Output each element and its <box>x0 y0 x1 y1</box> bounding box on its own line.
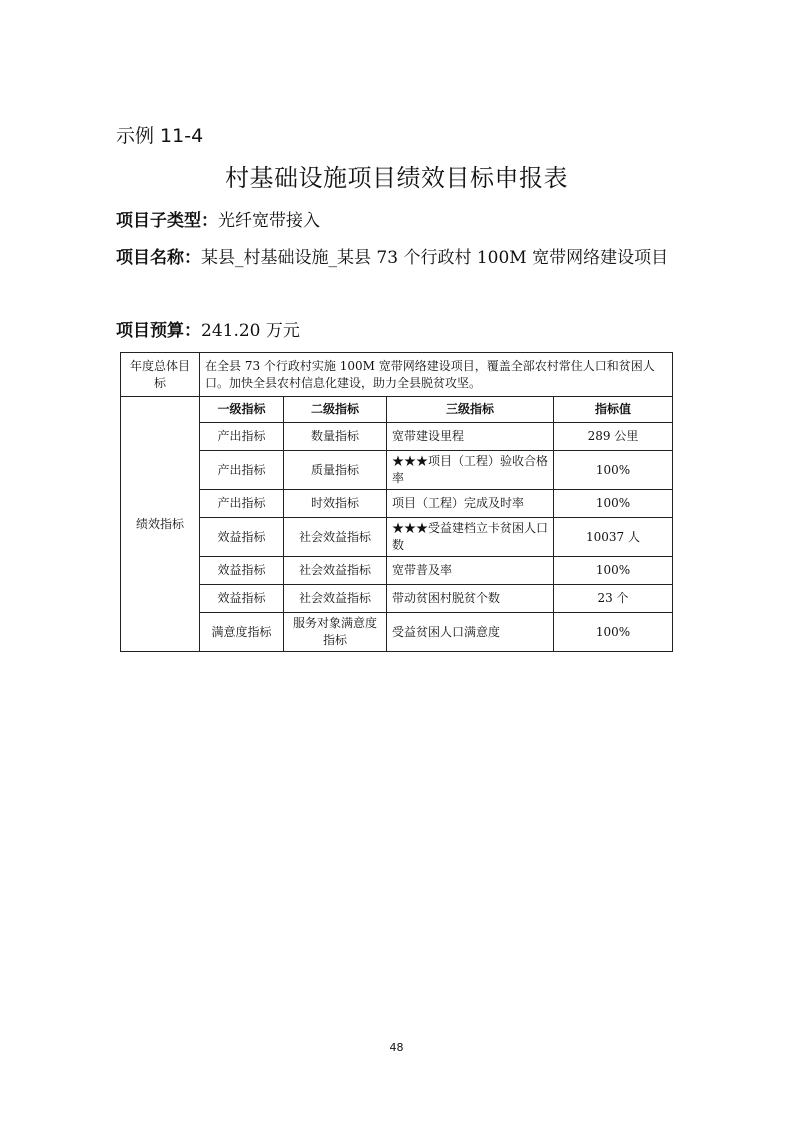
cell-level1: 效益指标 <box>200 557 284 585</box>
field-project-name-label: 项目名称： <box>116 248 201 268</box>
annual-goal-text: 在全县 73 个行政村实施 100M 宽带网络建设项目，覆盖全部农村常住人口和贫困人口。加快全县农村信息化建设，助力全县脱贫攻坚。 <box>200 353 673 397</box>
page-number: 48 <box>389 1041 404 1054</box>
cell-value: 100% <box>554 490 673 518</box>
table-row <box>121 518 673 557</box>
cell-level2: 社会效益指标 <box>284 585 387 613</box>
cell-value: 289 公里 <box>554 423 673 451</box>
field-budget-label: 项目预算： <box>116 321 201 341</box>
cell-level1: 效益指标 <box>200 518 284 557</box>
field-subtype-label: 项目子类型： <box>116 211 218 231</box>
cell-value: 100% <box>554 557 673 585</box>
cell-level3: 项目（工程）完成及时率 <box>387 490 554 518</box>
cell-level3: ★★★受益建档立卡贫困人口数 <box>387 518 554 557</box>
perf-indicator-label: 绩效指标 <box>121 397 200 652</box>
cell-value: 100% <box>554 613 673 652</box>
table-row-annual-goal <box>121 353 673 397</box>
cell-value: 10037 人 <box>554 518 673 557</box>
table-header-row <box>121 397 673 423</box>
cell-level2: 服务对象满意度指标 <box>284 613 387 652</box>
field-budget-value: 241.20 万元 <box>201 321 300 341</box>
field-subtype-value: 光纤宽带接入 <box>218 211 320 231</box>
table-row <box>121 423 673 451</box>
document-title: 村基础设施项目绩效目标申报表 <box>225 164 568 192</box>
annual-goal-label: 年度总体目标 <box>121 353 200 397</box>
table-row <box>121 585 673 613</box>
table-row <box>121 613 673 652</box>
performance-goal-table <box>120 352 673 652</box>
header-level1: 一级指标 <box>200 397 284 423</box>
cell-level1: 满意度指标 <box>200 613 284 652</box>
cell-level3: 带动贫困村脱贫个数 <box>387 585 554 613</box>
cell-level3: 宽带建设里程 <box>387 423 554 451</box>
cell-level1: 效益指标 <box>200 585 284 613</box>
cell-level2: 时效指标 <box>284 490 387 518</box>
cell-level2: 数量指标 <box>284 423 387 451</box>
field-project-name-value: 某县_村基础设施_某县 73 个行政村 100M 宽带网络建设项目 <box>201 248 669 268</box>
cell-value: 100% <box>554 451 673 490</box>
header-level3: 三级指标 <box>387 397 554 423</box>
example-label: 示例 11-4 <box>116 125 204 147</box>
header-value: 指标值 <box>554 397 673 423</box>
table-row <box>121 557 673 585</box>
cell-level1: 产出指标 <box>200 490 284 518</box>
cell-level3: 宽带普及率 <box>387 557 554 585</box>
field-project-name <box>116 240 691 276</box>
cell-level2: 社会效益指标 <box>284 557 387 585</box>
table-row <box>121 451 673 490</box>
cell-level1: 产出指标 <box>200 451 284 490</box>
field-subtype <box>116 203 691 239</box>
cell-level2: 质量指标 <box>284 451 387 490</box>
cell-level1: 产出指标 <box>200 423 284 451</box>
table-row <box>121 490 673 518</box>
cell-level3: 受益贫困人口满意度 <box>387 613 554 652</box>
cell-level3: ★★★项目（工程）验收合格率 <box>387 451 554 490</box>
cell-value: 23 个 <box>554 585 673 613</box>
field-budget <box>116 313 691 349</box>
header-level2: 二级指标 <box>284 397 387 423</box>
cell-level2: 社会效益指标 <box>284 518 387 557</box>
